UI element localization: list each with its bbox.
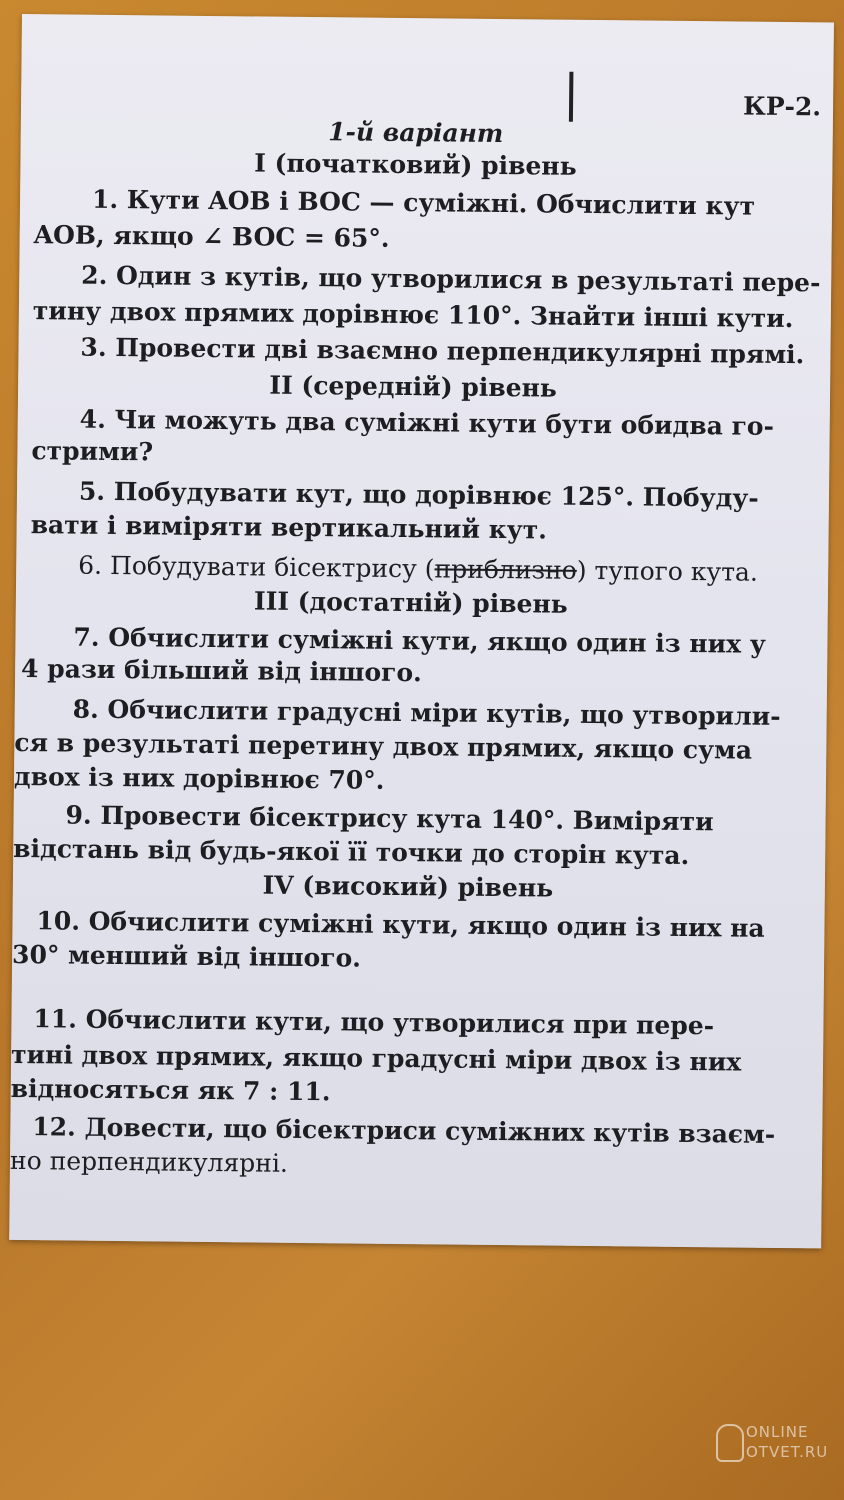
variant-title: 1-й варіант xyxy=(328,117,504,149)
task-3-line-1: 3. Провести дві взаємно перпендикулярні прямі. xyxy=(80,332,805,370)
task-7-line-1: 7. Обчислити суміжні кути, якщо один із них у xyxy=(73,622,766,659)
task-10-line-1: 10. Обчислити суміжні кути, якщо один із них на xyxy=(36,906,765,943)
task-1-line-1: 1. Кути AOB і BOC — суміжні. Обчислити кут xyxy=(91,184,756,221)
task-11-line-3: відносяться як 7 : 11. xyxy=(10,1073,331,1107)
level-1-heading: І (початковий) рівень xyxy=(254,148,577,181)
vertical-mark xyxy=(569,72,574,122)
task-7-line-2: 4 рази більший від іншого. xyxy=(20,654,422,688)
task-4-line-1: 4. Чи можуть два суміжні кути бути обидва го- xyxy=(79,404,775,441)
task-2-line-2: тину двох прямих дорівнює 110°. Знайти інші кути. xyxy=(32,296,794,334)
task-11-line-1: 11. Обчислити кути, що утворилися при пере- xyxy=(33,1004,715,1041)
task-9-line-1: 9. Провести бісектрису кута 140°. Виміряти xyxy=(65,800,714,837)
task-8-line-2: ся в результаті перетину двох прямих, якщо сума xyxy=(14,727,753,765)
task-9-line-2: відстань від будь-якої її точки до сторін кута. xyxy=(13,833,690,871)
task-11-line-2: тині двох прямих, якщо градусні міри двох із них xyxy=(10,1039,742,1077)
level-4-heading: IV (високий) рівень xyxy=(262,870,554,903)
task-12-line-1: 12. Довести, що бісектриси суміжних кутів взаєм- xyxy=(32,1112,776,1149)
level-3-heading: ІІІ (достатній) рівень xyxy=(253,586,568,619)
level-2-heading: ІІ (середній) рівень xyxy=(269,370,558,403)
lightbulb-icon xyxy=(716,1424,744,1462)
watermark xyxy=(716,1418,829,1478)
task-2-line-1: 2. Один з кутів, що утворилися в результаті пере- xyxy=(81,260,821,298)
worksheet-page xyxy=(9,14,834,1248)
task-5-line-2: вати і виміряти вертикальний кут. xyxy=(30,510,548,545)
task-10-line-2: 30° менший від іншого. xyxy=(11,939,362,973)
test-code: КР-2. xyxy=(742,91,822,122)
task-6-line-1: 6. Побудувати бісектрису (приблизно) тупого кута. xyxy=(78,550,759,587)
task-4-line-2: стрими? xyxy=(31,436,154,467)
watermark-text: ONLINE OTVET.RU xyxy=(746,1423,829,1461)
task-5-line-1: 5. Побудувати кут, що дорівнює 125°. Побуду- xyxy=(78,476,759,513)
task-1-line-2: AOB, якщо ∠ BOC = 65°. xyxy=(33,220,390,253)
task-8-line-1: 8. Обчислити градусні міри кутів, що утворили- xyxy=(72,694,781,731)
task-8-line-3: двох із них дорівнює 70°. xyxy=(13,761,385,795)
task-12-line-2: но перпендикулярні. xyxy=(9,1145,289,1178)
